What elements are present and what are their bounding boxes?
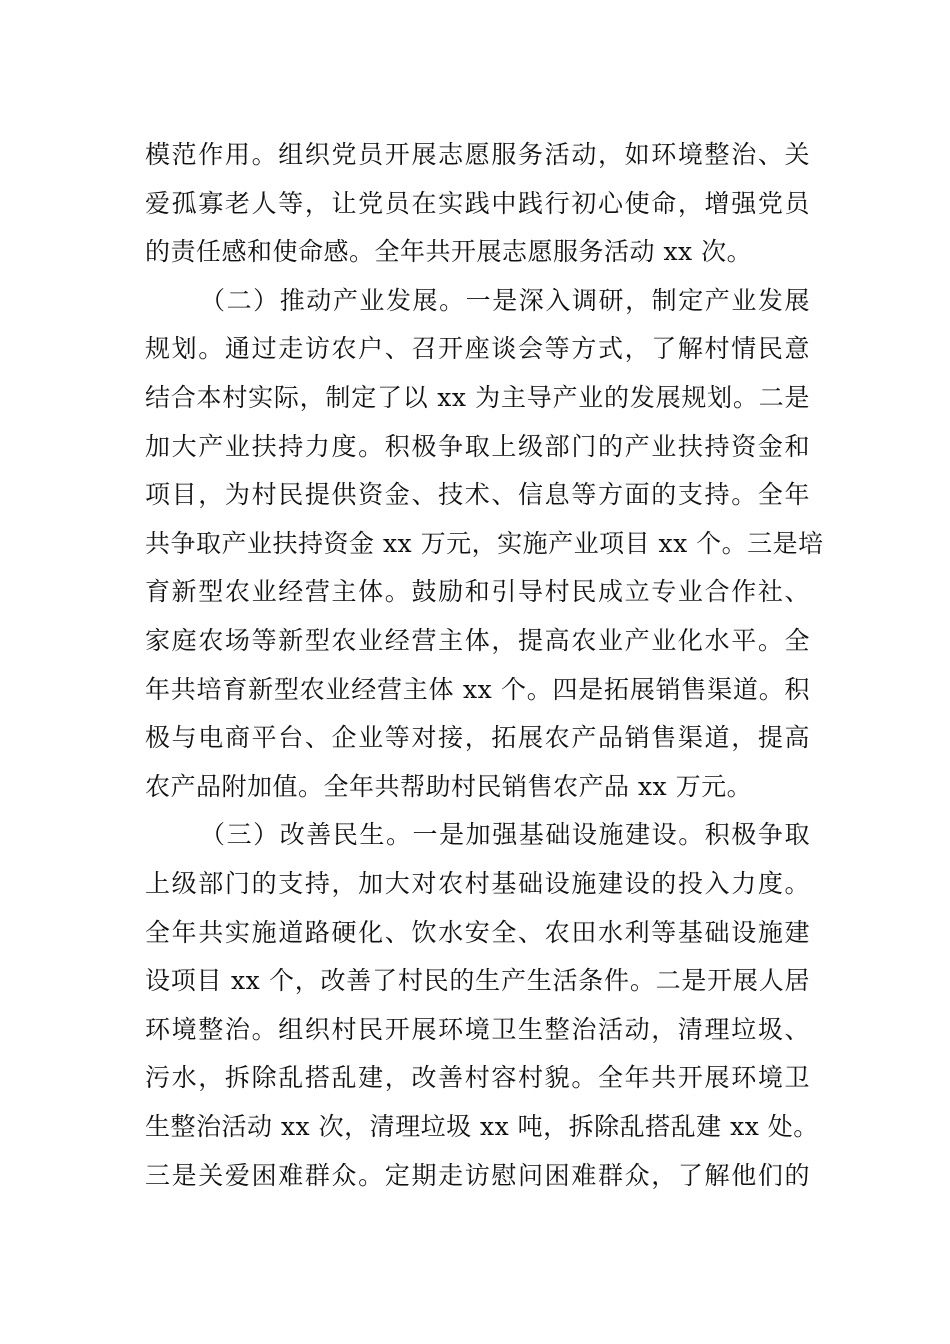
text-line: 设项目 xx 个，改善了村民的生产生活条件。二是开展人居 (145, 966, 810, 995)
paragraph-heading-line: （二）推动产业发展。一是深入调研，制定产业发展 (200, 286, 810, 315)
text-line: 模范作用。组织党员开展志愿服务活动，如环境整治、关 (145, 140, 810, 169)
text-line: 上级部门的支持，加大对农村基础设施建设的投入力度。 (145, 869, 810, 898)
text-line: 生整治活动 xx 次，清理垃圾 xx 吨，拆除乱搭乱建 xx 处。 (145, 1112, 819, 1141)
text-line: 规划。通过走访农户、召开座谈会等方式，了解村情民意 (145, 334, 810, 363)
text-line: 爱孤寡老人等，让党员在实践中践行初心使命，增强党员 (145, 189, 810, 218)
text-line: 项目，为村民提供资金、技术、信息等方面的支持。全年 (145, 480, 810, 509)
text-line: 家庭农场等新型农业经营主体，提高农业产业化水平。全 (145, 626, 810, 655)
text-line: 结合本村实际，制定了以 xx 为主导产业的发展规划。二是 (145, 383, 810, 412)
text-line: 共争取产业扶持资金 xx 万元，实施产业项目 xx 个。三是培 (145, 529, 824, 558)
text-line: 农产品附加值。全年共帮助村民销售农产品 xx 万元。 (145, 772, 753, 801)
text-line: 全年共实施道路硬化、饮水安全、农田水利等基础设施建 (145, 918, 810, 947)
paragraph-heading-line: （三）改善民生。一是加强基础设施建设。积极争取 (200, 820, 810, 849)
text-line: 极与电商平台、企业等对接，拓展农产品销售渠道，提高 (145, 723, 810, 752)
text-line: 的责任感和使命感。全年共开展志愿服务活动 xx 次。 (145, 237, 753, 266)
text-line: 育新型农业经营主体。鼓励和引导村民成立专业合作社、 (145, 577, 810, 606)
text-line: 环境整治。组织村民开展环境卫生整治活动，清理垃圾、 (145, 1015, 810, 1044)
text-line: 加大产业扶持力度。积极争取上级部门的产业扶持资金和 (145, 432, 810, 461)
text-line: 三是关爱困难群众。定期走访慰问困难群众，了解他们的 (145, 1161, 810, 1190)
text-line: 年共培育新型农业经营主体 xx 个。四是拓展销售渠道。积 (145, 675, 810, 704)
text-line: 污水，拆除乱搭乱建，改善村容村貌。全年共开展环境卫 (145, 1063, 810, 1092)
